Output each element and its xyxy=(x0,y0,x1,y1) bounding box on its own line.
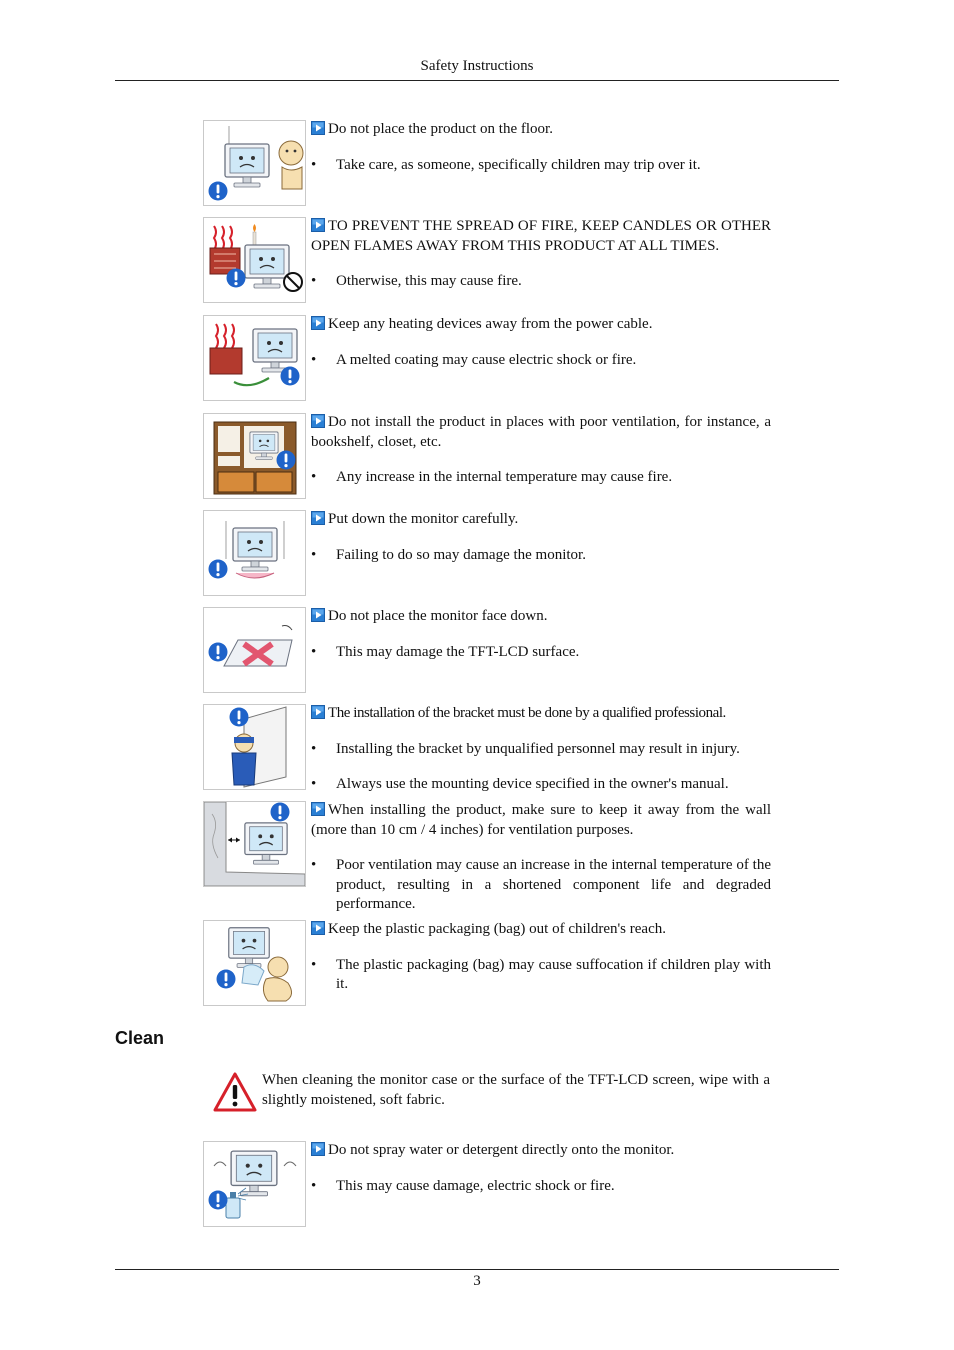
bullet-dot: • xyxy=(311,273,317,289)
bullet-dot: • xyxy=(311,857,317,873)
item-main-text: Do not place the product on the floor. xyxy=(328,121,553,137)
item-main-text: TO PREVENT THE SPREAD OF FIRE, KEEP CANDLES OR OTHER OPEN FLAMES AWAY FROM THIS PRODUCT AT ALL TIMES. xyxy=(311,218,771,254)
item-main-text: Do not spray water or detergent directly onto the monitor. xyxy=(328,1142,675,1158)
item-main-text: Put down the monitor carefully. xyxy=(328,511,519,527)
illustration-bookshelf xyxy=(203,413,306,499)
item-bullet-text: Always use the mounting device specified in the owner's manual. xyxy=(336,776,729,792)
item-main-text: Keep any heating devices away from the power cable. xyxy=(328,316,653,332)
arrow-marker-icon xyxy=(311,316,325,330)
item-bullet-text: Failing to do so may damage the monitor. xyxy=(336,546,586,563)
arrow-marker-icon xyxy=(311,1142,325,1156)
illustration-monitor-put-down xyxy=(203,510,306,596)
item-bullet-text: Installing the bracket by unqualified personnel may result in injury. xyxy=(336,740,740,757)
item-main-text: Keep the plastic packaging (bag) out of children's reach. xyxy=(328,921,666,937)
footer-rule xyxy=(115,1269,839,1270)
arrow-marker-icon xyxy=(311,511,325,525)
bullet-dot: • xyxy=(311,469,317,485)
arrow-marker-icon xyxy=(311,121,325,135)
item-main-text: Do not place the monitor face down. xyxy=(328,608,548,624)
warning-triangle-icon xyxy=(213,1072,257,1112)
item-bullet-text: Any increase in the internal temperature may cause fire. xyxy=(336,469,673,485)
bullet-dot: • xyxy=(311,776,317,792)
item-bullet-text: A melted coating may cause electric shock or fire. xyxy=(336,351,637,368)
item-bullet-text: Poor ventilation may cause an increase in the internal temperature of the product, resulting in a shortened component life and degraded performance. xyxy=(336,857,771,912)
page-number: 3 xyxy=(473,1273,481,1289)
bullet-dot: • xyxy=(311,643,317,660)
item-bullet-text: Otherwise, this may cause fire. xyxy=(336,273,522,289)
item-bullet-text: This may cause damage, electric shock or fire. xyxy=(336,1177,615,1194)
illustration-monitor-on-floor xyxy=(203,120,306,206)
arrow-marker-icon xyxy=(311,705,325,719)
item-main-text: The installation of the bracket must be done by a qualified professional. xyxy=(328,705,726,721)
page-header-title: Safety Instructions xyxy=(420,58,534,74)
bullet-dot: • xyxy=(311,740,317,757)
arrow-marker-icon xyxy=(311,218,325,232)
illustration-candles-heater xyxy=(203,217,306,303)
arrow-marker-icon xyxy=(311,608,325,622)
bullet-dot: • xyxy=(311,956,317,973)
clean-warning-text: When cleaning the monitor case or the surface of the TFT-LCD screen, wipe with a slightly moistened, soft fabric. xyxy=(262,1072,770,1108)
arrow-marker-icon xyxy=(311,414,325,428)
section-title-clean: Clean xyxy=(115,1028,165,1048)
bullet-dot: • xyxy=(311,351,317,368)
header-rule xyxy=(115,80,839,81)
illustration-monitor-face-down xyxy=(203,607,306,693)
arrow-marker-icon xyxy=(311,802,325,816)
illustration-wall-distance xyxy=(203,801,306,887)
illustration-heater-power-cable xyxy=(203,315,306,401)
item-bullet-text: Take care, as someone, specifically children may trip over it. xyxy=(336,156,701,173)
bullet-dot: • xyxy=(311,1177,317,1194)
bullet-dot: • xyxy=(311,156,317,173)
illustration-spray-monitor xyxy=(203,1141,306,1227)
illustration-bracket-installer xyxy=(203,704,306,790)
item-bullet-text: The plastic packaging (bag) may cause suffocation if children play with it. xyxy=(336,956,771,992)
illustration-child-plastic-bag xyxy=(203,920,306,1006)
item-bullet-text: This may damage the TFT-LCD surface. xyxy=(336,643,580,660)
item-main-text: When installing the product, make sure to keep it away from the wall (more than 10 cm / 4 inches) for ventilation purposes. xyxy=(311,802,771,838)
item-main-text: Do not install the product in places with poor ventilation, for instance, a bookshelf, closet, etc. xyxy=(311,414,771,450)
arrow-marker-icon xyxy=(311,921,325,935)
bullet-dot: • xyxy=(311,546,317,563)
